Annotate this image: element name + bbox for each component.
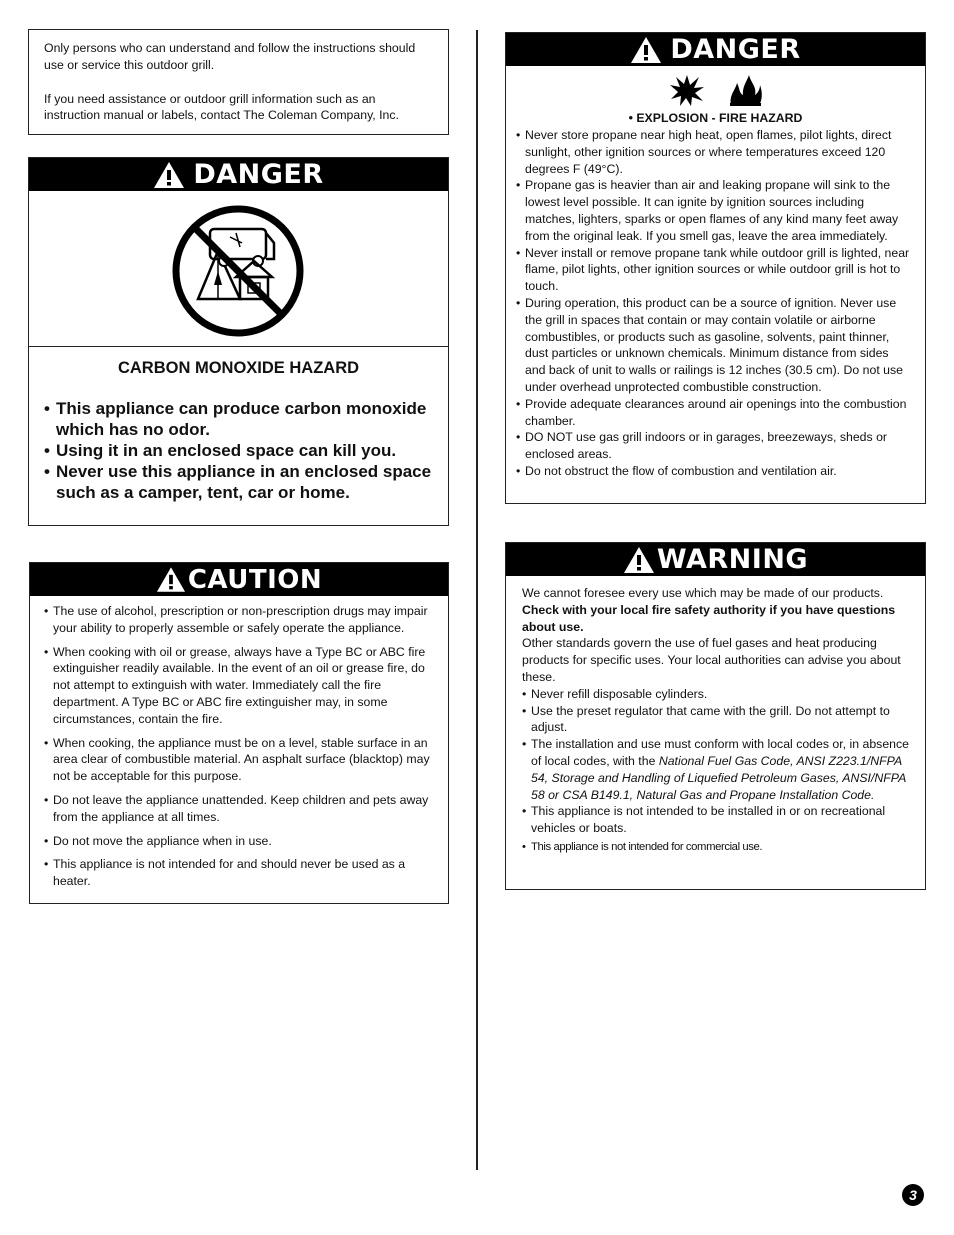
caution-header [30,563,448,596]
page-number: 3 [902,1184,924,1206]
intro-text-2: If you need assistance or outdoor grill information such as an instruction manual or labels, contact The Coleman Company, Inc. [44,91,399,123]
danger-co-header [29,158,448,191]
danger-fire-list [516,127,911,480]
danger-fire-header [506,33,925,66]
list-item: • Do not obstruct the flow of combustion and ventilation air. [516,463,911,480]
list-item: • Never install or remove propane tank while outdoor grill is lighted, near flame, pilot lights, other ignition sources or while outdoor grill is hot to touch. [516,245,911,295]
caution-list [44,603,434,890]
warning-bold-note: Check with your local fire safety authority if you have questions about use. [522,602,896,634]
caution-title: CAUTION [187,564,323,595]
warning-triangle-icon [156,566,186,593]
list-item: • Provide adequate clearances around air openings into the combustion chamber. [516,396,911,430]
warning-triangle-icon [623,546,655,574]
list-item: • Using it in an enclosed space can kill you. [44,440,438,461]
list-item: • Never store propane near high heat, open flames, pilot lights, direct sunlight, other ignition sources or where temperatures exceed 120 degrees F (49°C). [516,127,911,177]
list-item: • Do not leave the appliance unattended. Keep children and pets away from the appliance at all times. [44,792,434,826]
list-item: • The installation and use must conform with local codes or, in absence of local codes, with the National Fuel Gas Code, ANSI Z223.1/NFPA 54, Storage and Handling of Liquefied Petroleum Gases, ANSI/NFPA 58 or CSA B149.1, Natural Gas and Propane Installation Code. [522,736,911,803]
warning-body [522,585,911,856]
list-item: • When cooking, the appliance must be on a level, stable surface in an area clear of combustible material. An asphalt surface (blacktop) may not be acceptable for this purpose. [44,735,434,785]
list-item: • This appliance is not intended for and should never be used as a heater. [44,856,434,890]
intro-box [28,29,449,135]
list-item: • This appliance is not intended for commercial use. [522,839,911,856]
warning-title: WARNING [656,544,809,575]
danger-co-list [44,398,438,503]
list-item: • When cooking with oil or grease, always have a Type BC or ABC fire extinguisher readily available. In the event of an oil or grease fire, do not attempt to extinguish with water. Immediately call the fire department. A Type BC or ABC fire extinguisher may, in some circumstances, contain the fire. [44,644,434,728]
warning-header [506,543,925,576]
warning-para-1: We cannot foresee every use which may be made of our products. Check with your local fire safety authority if you have questions about use. [522,586,896,634]
list-item: • During operation, this product can be a source of ignition. Never use the grill in spaces that contain or may contain volatile or airborne combustibles, or products such as gasoline, solvents, paint thinner, dust particles or unknown chemicals. Minimum distance from sides and back of unit to walls or railings is 12 inches (30.5 cm). Do not use under overhead unprotected combustible construction. [516,295,911,396]
explosion-icon [669,73,705,107]
list-item: • DO NOT use gas grill indoors or in garages, breezeways, sheds or enclosed areas. [516,429,911,463]
danger-fire-subtitle: • EXPLOSION - FIRE HAZARD [628,111,803,125]
list-item: • Use the preset regulator that came with the grill. Do not attempt to adjust. [522,703,911,737]
danger-fire-box [505,32,926,504]
list-item: • This appliance is not intended to be installed in or on recreational vehicles or boats. [522,803,911,837]
warning-list [522,686,911,856]
caution-box [29,562,449,904]
danger-co-title: DANGER [193,159,324,190]
list-item: • Never refill disposable cylinders. [522,686,911,703]
warning-triangle-icon [630,36,662,64]
standards-reference: National Fuel Gas Code, ANSI Z223.1/NFPA 54, Storage and Handling of Liquefied Petroleum Gases, ANSI/NFPA 58 or CSA B149.1, Natural Gas and Propane Installation Code. [531,753,906,802]
danger-fire-title: DANGER [670,34,801,65]
fire-icon [727,73,763,107]
list-item: • Propane gas is heavier than air and leaking propane will sink to the lowest level possible. It can ignite by ignition sources including matches, lighters, sparks or open flames of any kind many feet away from the original leak. If you smell gas, leave the area immediately. [516,177,911,244]
warning-box [505,542,926,890]
hazard-icons [506,68,925,112]
list-item: • The use of alcohol, prescription or non-prescription drugs may impair your ability to properly assemble or safely operate the appliance. [44,603,434,637]
list-item: • Never use this appliance in an enclosed space such as a camper, tent, car or home. [44,461,438,503]
danger-co-icon-area [29,191,448,347]
list-item: • Do not move the appliance when in use. [44,833,434,850]
danger-co-subtitle: CARBON MONOXIDE HAZARD [117,359,360,377]
warning-triangle-icon [153,161,185,189]
no-grill-in-enclosure-icon [170,203,306,339]
intro-text-1: Only persons who can understand and follow the instructions should use or service this outdoor grill. [44,41,416,72]
column-divider [476,30,478,1170]
danger-co-box [28,157,449,526]
warning-para-2: Other standards govern the use of fuel gases and heat producing products for specific uses. Your local authorities can advise you about these. [522,636,901,684]
list-item: • This appliance can produce carbon monoxide which has no odor. [44,398,438,440]
